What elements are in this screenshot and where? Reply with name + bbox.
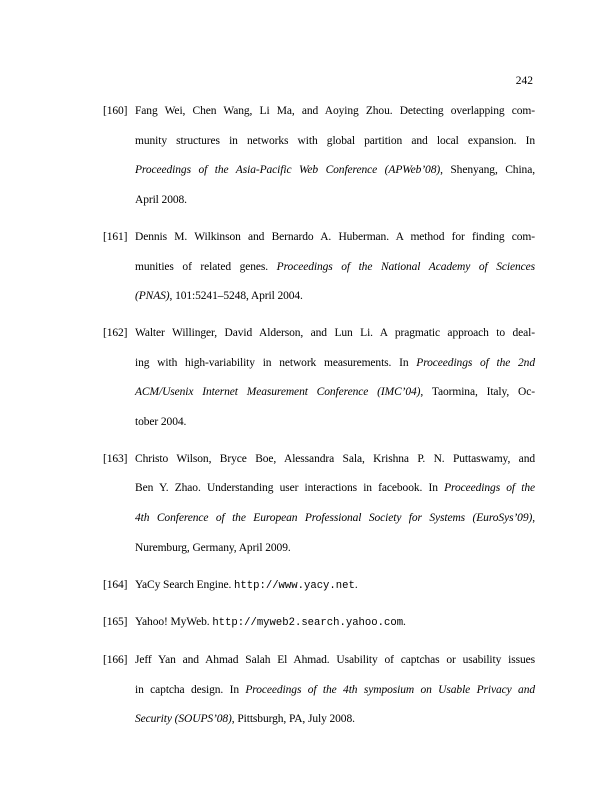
text-segment: Christo Wilson, Bryce Boe, Alessandra Sala, Krishna P. N. Puttaswamy, and [135, 452, 535, 465]
reference-line [103, 253, 535, 283]
references-list [103, 97, 535, 742]
reference-number: [161] [103, 230, 128, 243]
reference-line [103, 608, 535, 639]
reference-entry [103, 608, 535, 639]
reference-number: [163] [103, 452, 128, 465]
text-segment: Proceedings of the [444, 482, 535, 495]
reference-line [103, 319, 535, 349]
reference-line [103, 504, 535, 534]
text-segment: Proceedings of the 2nd [416, 356, 535, 369]
text-segment: Ben Y. Zhao. Understanding user interactions in facebook. In [135, 482, 445, 495]
reference-entry [103, 445, 535, 564]
reference-number: [165] [103, 616, 128, 629]
reference-entry [103, 646, 535, 735]
text-segment: , Pittsburgh, PA, July 2008. [231, 713, 355, 726]
reference-number: [166] [103, 653, 128, 666]
text-segment: Dennis M. Wilkinson and Bernardo A. Huberman. A method for finding com- [135, 230, 535, 243]
text-segment: ACM/Usenix Internet Measurement Conference (IMC’04) [135, 386, 421, 399]
reference-line [103, 534, 535, 564]
reference-line [103, 676, 535, 706]
reference-line [103, 445, 535, 475]
reference-entry [103, 97, 535, 216]
reference-line [103, 571, 535, 602]
page-number: 242 [515, 75, 533, 87]
reference-entry [103, 223, 535, 312]
text-segment: munity structures in networks with global partition and local expansion. In [135, 134, 535, 147]
reference-line [103, 97, 535, 127]
text-segment: . [354, 578, 358, 591]
reference-line [103, 408, 535, 438]
text-segment: munities of related genes. [135, 260, 277, 273]
text-segment: (PNAS) [135, 290, 170, 303]
text-segment: ing with high-variability in network measurements. In [135, 356, 417, 369]
reference-line [103, 156, 535, 186]
reference-line [103, 282, 535, 312]
text-segment: YaCy Search Engine. [135, 578, 235, 591]
reference-line [103, 349, 535, 379]
reference-entry [103, 319, 535, 438]
text-segment: in captcha design. In [135, 683, 246, 696]
text-segment: Fang Wei, Chen Wang, Li Ma, and Aoying Zhou. Detecting overlapping com- [135, 105, 535, 117]
reference-line [103, 223, 535, 253]
reference-line [103, 186, 535, 216]
reference-entry [103, 571, 535, 602]
text-segment: Jeff Yan and Ahmad Salah El Ahmad. Usability of captchas or usability issues [135, 653, 535, 666]
text-segment: , [532, 512, 535, 525]
text-segment: tober 2004. [135, 416, 187, 429]
reference-line [103, 378, 535, 408]
text-segment: Nuremburg, Germany, April 2009. [135, 541, 291, 554]
reference-number: [160] [103, 105, 128, 117]
text-segment: Proceedings of the National Academy of Sciences [276, 260, 535, 273]
text-segment: Walter Willinger, David Alderson, and Lun Li. A pragmatic approach to deal- [135, 326, 535, 339]
reference-number: [162] [103, 326, 128, 339]
reference-line [103, 705, 535, 735]
reference-line [103, 646, 535, 676]
text-segment: Yahoo! MyWeb. [135, 616, 213, 629]
text-segment: , 101:5241–5248, April 2004. [169, 290, 303, 303]
text-segment: Proceedings of the 4th symposium on Usable Privacy and [245, 683, 535, 696]
text-segment: 4th Conference of the European Professional Society for Systems (EuroSys’09) [135, 512, 533, 525]
text-segment: . [403, 616, 406, 629]
url-text: http://myweb2.search.yahoo.com [212, 617, 404, 630]
text-segment: , Shenyang, China, [440, 164, 535, 177]
text-segment: Proceedings of the Asia-Pacific Web Conference (APWeb’08) [135, 164, 441, 177]
text-segment: Security (SOUPS’08) [135, 713, 232, 726]
text-segment: April 2008. [135, 194, 187, 207]
reference-line [103, 127, 535, 157]
text-segment: , Taormina, Italy, Oc- [420, 386, 535, 399]
url-text: http://www.yacy.net [234, 579, 355, 592]
reference-line [103, 474, 535, 504]
reference-number: [164] [103, 578, 128, 591]
